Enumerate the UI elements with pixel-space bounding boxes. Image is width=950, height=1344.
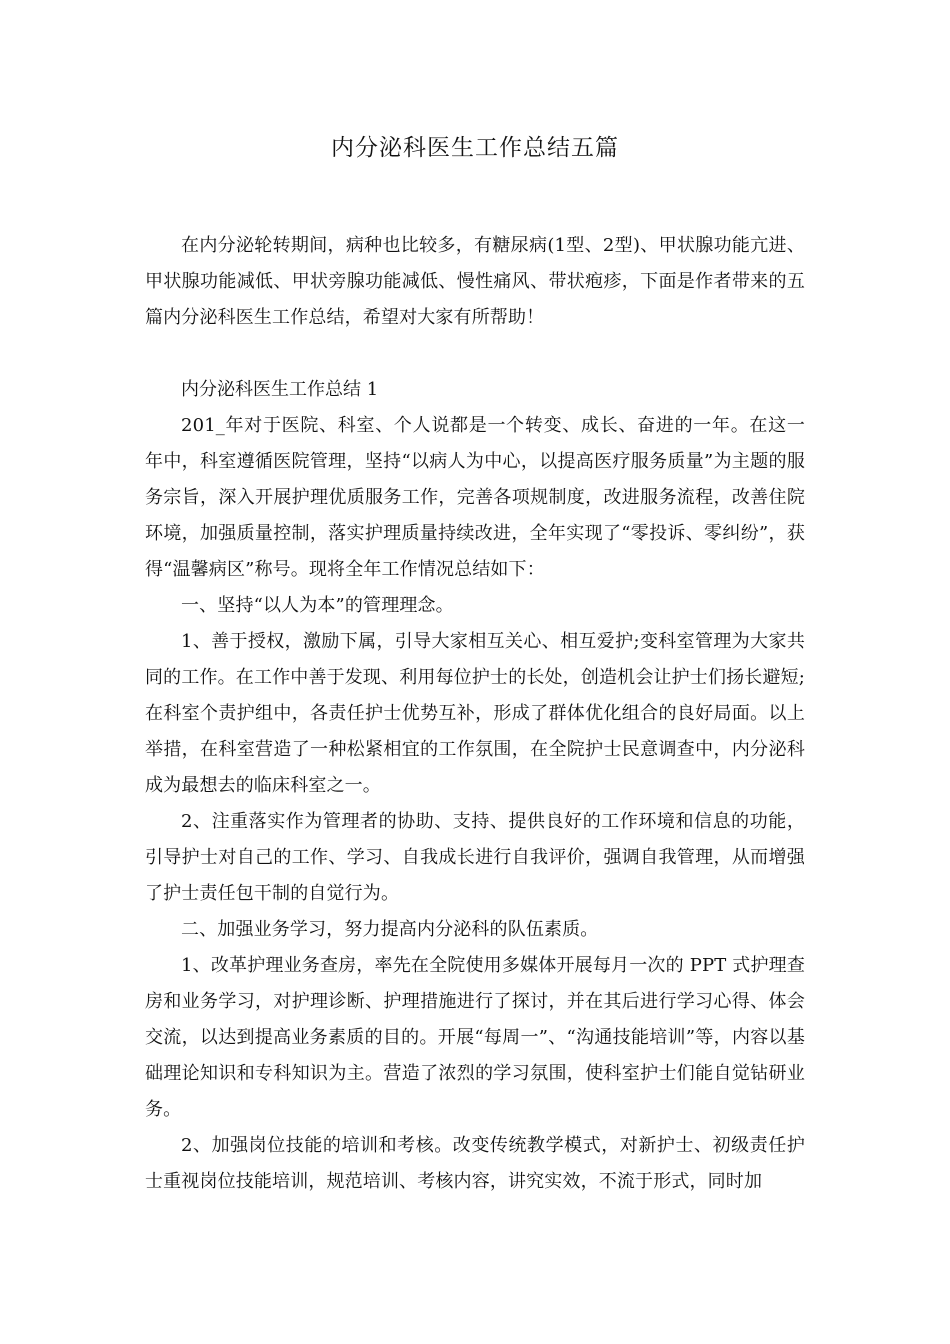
section-title: 内分泌科医生工作总结 1	[181, 379, 379, 400]
heading-one: 一、坚持“以人为本”的管理理念。	[181, 595, 454, 616]
document-title: 内分泌科医生工作总结五篇	[331, 135, 619, 161]
heading-two: 二、加强业务学习，努力提高内分泌科的队伍素质。	[181, 919, 599, 940]
intro-paragraph: 在内分泌轮转期间，病种也比较多，有糖尿病(1型、2型)、甲状腺功能亢进、甲状腺功能减低、甲状旁腺功能减低、慢性痛风、带状疱疹，下面是作者带来的五篇内分泌科医生工作总结，希望对大家有所帮助！	[145, 235, 805, 328]
body-paragraph-3: 2、注重落实作为管理者的协助、支持、提供良好的工作环境和信息的功能，引导护士对自己的工作、学习、自我成长进行自我评价，强调自我管理，从而增强了护士责任包干制的自觉行为。	[145, 811, 805, 904]
body-paragraph-5: 2、加强岗位技能的培训和考核。改变传统教学模式，对新护士、初级责任护士重视岗位技能培训，规范培训、考核内容，讲究实效，不流于形式，同时加	[145, 1135, 805, 1192]
body-paragraph-2: 1、善于授权，激励下属，引导大家相互关心、相互爱护;变科室管理为大家共同的工作。在工作中善于发现、利用每位护士的长处，创造机会让护士们扬长避短;在科室个责护组中，各责任护士优势互补，形成了群体优化组合的良好局面。以上举措，在科室营造了一种松紧相宜的工作氛围，在全院护士民意调查中，内分泌科成为最想去的临床科室之一。	[145, 631, 805, 796]
body-paragraph-4: 1、改革护理业务查房，率先在全院使用多媒体开展每月一次的 PPT 式护理查房和业务学习，对护理诊断、护理措施进行了探讨，并在其后进行学习心得、体会交流，以达到提高业务素质的目的。开展“每周一”、“沟通技能培训”等，内容以基础理论知识和专科知识为主。营造了浓烈的学习氛围，使科室护士们能自觉钻研业务。	[145, 955, 805, 1120]
document-body	[145, 228, 805, 1200]
body-paragraph-1: 201_年对于医院、科室、个人说都是一个转变、成长、奋进的一年。在这一年中，科室遵循医院管理，坚持“以病人为中心，以提高医疗服务质量”为主题的服务宗旨，深入开展护理优质服务工作，完善各项规制度，改进服务流程，改善住院环境，加强质量控制，落实护理质量持续改进，全年实现了“零投诉、零纠纷”，获得“温馨病区”称号。现将全年工作情况总结如下：	[145, 415, 805, 580]
